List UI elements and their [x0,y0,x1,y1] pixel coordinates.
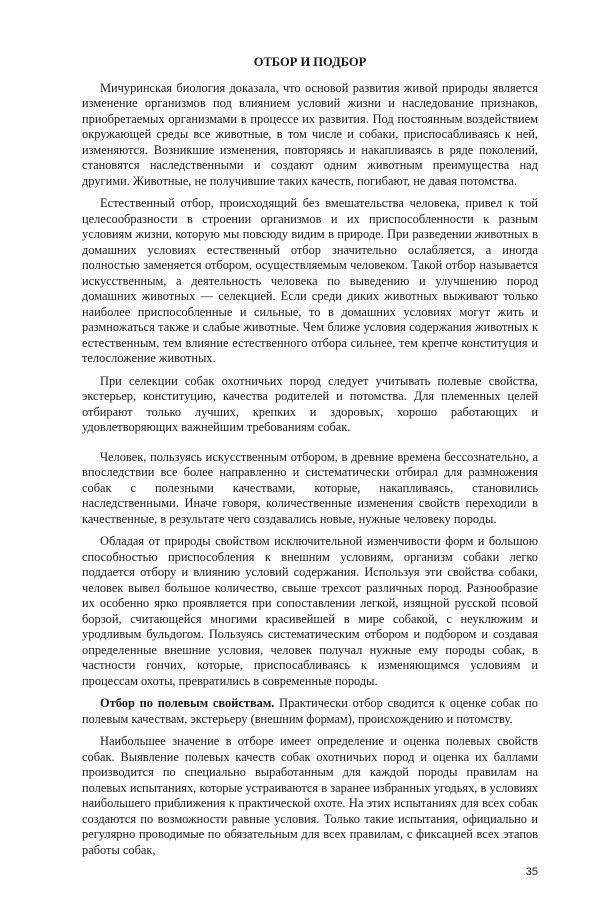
section-lead-text: Практически отбор сводится к оценке собак по полевым качествам, экстерьеру (внешним формам), происхождению и потомству. [82,696,538,726]
paragraph-variability: Обладая от природы свойством исключительной изменчивости форм и большою способностью приспособления к внешним условиям, организм собаки легко поддается отбору и влиянию условий содержания. Используя эти свойства собаки, человек вывел большое количество, свыше трехсот различных пород. Разнообразие их особенно ярко проявляется при сопоставлении легкой, изящной русской псовой борзой, считающейся многими красивейшей в мире собакой, с неуклюжим и уродливым бульдогом. Пользуясь систематическим отбором и подбором и создавая определенные внешние условия, человек получал нужные ему породы собак, в частности гончих, которые, приспосабливаясь к изменяющимся условиям и процессам охоты, превратились в современные породы. [82,534,538,688]
paragraph-artificial-selection: Человек, пользуясь искусственным отбором, в древние времена бессознательно, а впоследствии все более направленно и систематически отбирал для размножения собак с полезными качествами, которые, накапливаясь, становились наследственными. Иначе говоря, количественные изменения свойств переходили в качественные, в результате чего создавались новые, нужные человеку породы. [82,449,538,526]
paragraph-michurin: Мичуринская биология доказала, что основой развития живой природы является изменение организмов под влиянием условий жизни и наследование признаков, приобретаемых организмами в процессе их развития. Под постоянным воздействием окружающей среды все животные, в том числе и собаки, приспосабливаясь к ней, изменяются. Возникшие изменения, повторяясь и накапливаясь в ряде поколений, становятся наследственными и создают одним животным преимущества над другими. Животные, не получившие таких качеств, погибают, не давая потомства. [82,80,538,188]
page-title: ОТБОР И ПОДБОР [253,55,367,69]
paragraph-natural-selection: Естественный отбор, происходящий без вмешательства человека, привел к той целесообразности в строении организмов и их приспособленности к разным условиям жизни, которую мы повсюду видим в природе. При разведении животных в домашних условиях естественный отбор значительно ослабляется, а иногда полностью заменяется отбором, осуществляемым человеком. Такой отбор называется искусственным, а деятельность человека по выведению и улучшению пород домашних животных — селекцией. Если среди диких животных выживают только наиболее приспособленные и сильные, то в домашних условиях могут жить и размножаться также и слабые животные. Чем ближе условия содержания животных к естественным, тем влияние естественного отбора сильнее, тем крепче конституция и телосложение животных. [82,196,538,365]
page-number: 35 [525,866,538,878]
paragraph-field-selection [82,696,538,727]
paragraph-field-trials: Наибольшее значение в отборе имеет определение и оценка полевых свойств собак. Выявление полевых качеств собак охотничьих пород и оценка их баллами производится по специально выработанным для каждой породы правилам на полевых испытаниях, которые устраиваются в заранее избранных угодьях, в условиях наибольшего приближения к практической охоте. На этих испытаниях для всех собак создаются по возможности равные условия. Только такие испытания, официально и регулярно проводимые по обязательным для всех правилам, с фиксацией всех этапов работы собак, [82,734,538,857]
section-lead-heading: Отбор по полевым свойствам. [100,696,275,710]
paragraph-hunting-breeds: При селекции собак охотничьих пород следует учитывать полевые свойства, экстерьер, конституцию, качества родителей и потомства. Для племенных целей отбирают только лучших, крепких и здоровых, хорошо работающих и удовлетворяющих важнейшим требованиям собак. [82,373,538,434]
